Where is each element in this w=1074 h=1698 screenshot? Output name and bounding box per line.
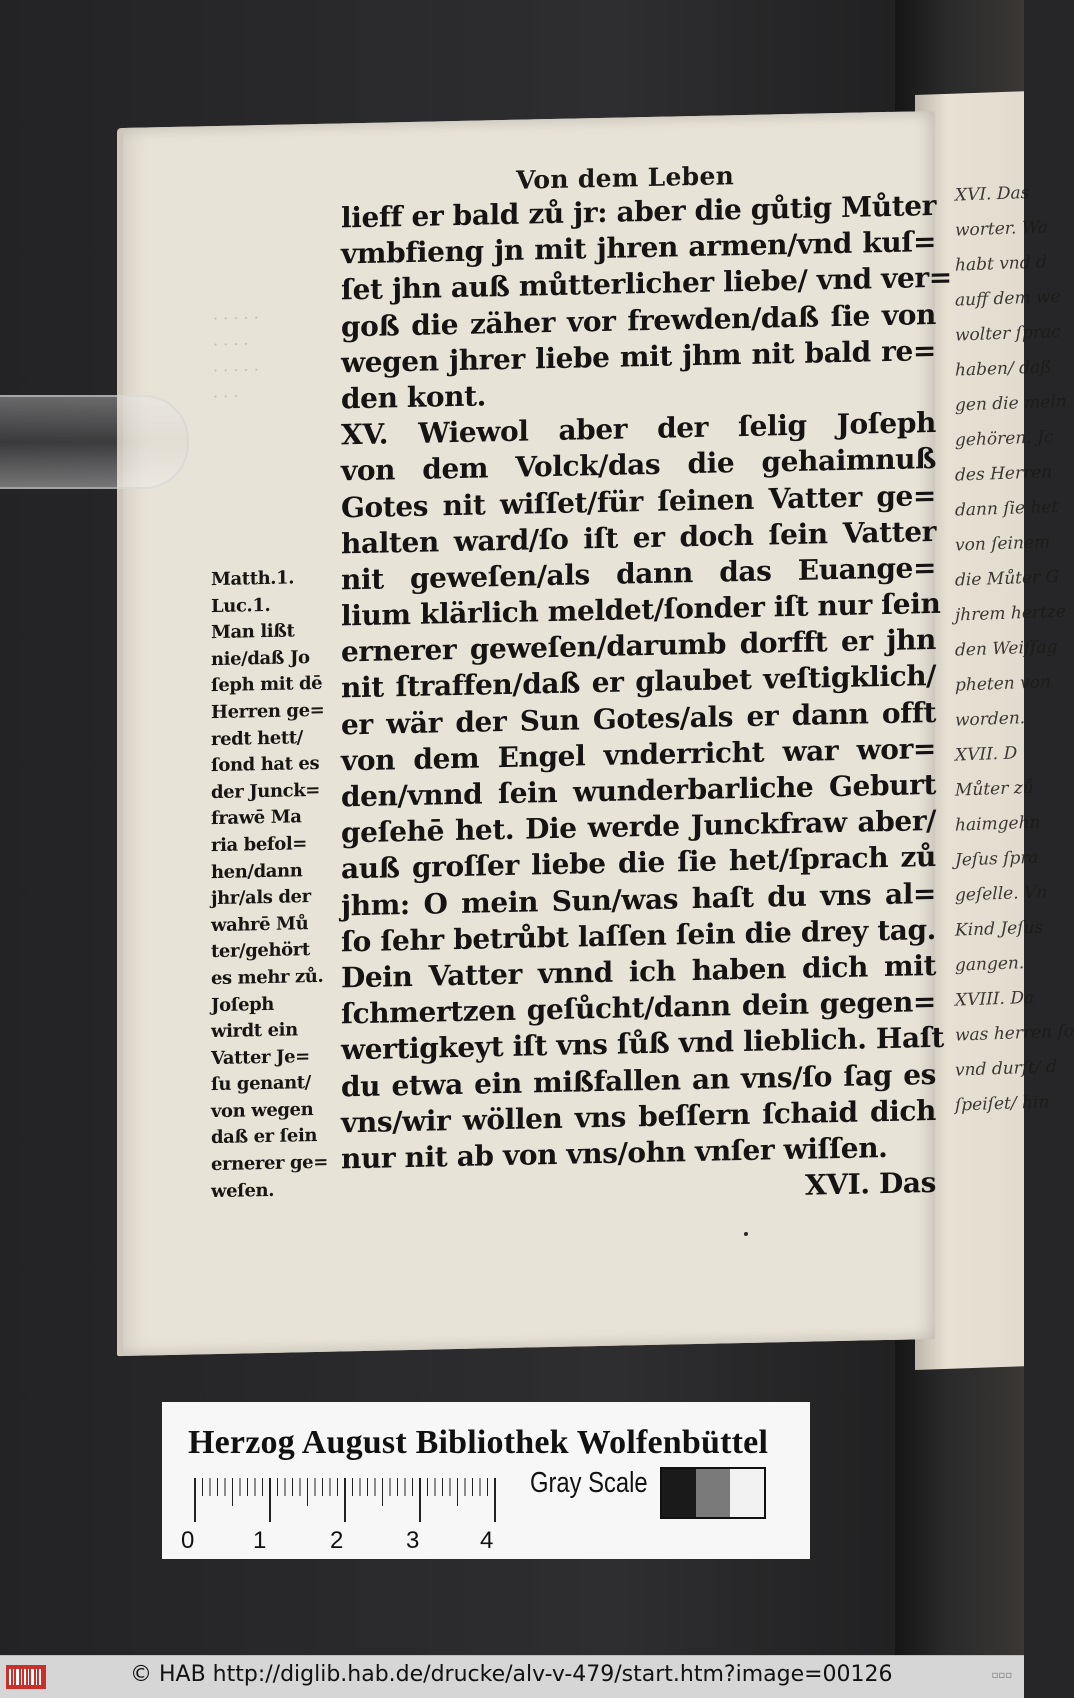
running-head: Von dem Leben	[516, 161, 735, 195]
show-through-text: · · · · · · · · · · · · · · · · ·	[213, 308, 259, 407]
marginal-note-line: ſeph mit dē	[211, 673, 323, 697]
marginal-note-line: Herren ge=	[211, 699, 325, 724]
color-reference-card	[162, 1402, 810, 1559]
text-line: vmbfieng jn mit jhren armen/vnd kuſ=	[341, 225, 936, 271]
facing-text-line: XVIII. Da	[955, 987, 1035, 1011]
card-title: Herzog August Bibliothek Wolfenbüttel	[188, 1424, 769, 1461]
ruler-label-4: 4	[480, 1527, 494, 1554]
text-line: nur nit ab von vns/ohn vnſer wiſſen.	[341, 1130, 888, 1176]
ruler-scale	[190, 1476, 520, 1524]
marginal-note-line: ernerer ge=	[211, 1151, 328, 1176]
text-line: von dem Engel vnderricht war wor=	[341, 731, 936, 778]
text-line: lium klärlich meldet/ſonder iſt nur ſein	[341, 586, 941, 633]
marginal-note-line: Joſeph	[211, 993, 274, 1016]
facing-text-line: XVII. D	[955, 743, 1018, 766]
facing-text-line: von ſeinem	[955, 532, 1051, 556]
gray-patch-light	[730, 1469, 764, 1517]
gray-scale-patches	[660, 1467, 766, 1519]
facing-text-line: was herren ſo	[955, 1021, 1074, 1046]
text-line: geſehē het. Die werde Junckfraw aber/	[341, 804, 936, 850]
text-line: nit geweſen/als dann das Euange=	[341, 550, 936, 597]
text-line: goß die zäher vor frewden/daß ſie von	[341, 297, 936, 343]
ruler-label-3: 3	[406, 1527, 420, 1554]
hab-logo-icon	[6, 1665, 46, 1689]
facing-text-line: Kind Jeſus	[955, 917, 1044, 941]
text-line: halten ward/ſo iſt er doch ſein Vatter	[341, 514, 936, 561]
ruler-label-1: 1	[253, 1527, 267, 1554]
marginal-note-line: jhr/als der	[211, 886, 311, 910]
catchword: XVI. Das	[804, 1166, 936, 1202]
facing-text-line: gehören. Jc	[955, 427, 1054, 451]
facing-text-line: auff dem we	[955, 286, 1061, 311]
marginal-note-line: frawē Ma	[211, 806, 302, 830]
text-line: ſo ſehr betrůbt laſſen ſein die drey tag.	[341, 912, 936, 959]
facing-text-line: ſpeiſet/ hin	[955, 1092, 1050, 1116]
marginal-note-line: Man lißt	[211, 620, 295, 644]
facing-text-line: jhrem hertze	[955, 601, 1066, 626]
facing-text-line: vnd durſt/ d	[955, 1057, 1057, 1081]
text-line: auß groſſer liebe die ſie het/ſprach zů	[341, 840, 936, 886]
marginal-note-line: ſu genant/	[211, 1072, 311, 1096]
text-line: den/vnnd ſein wunderbarliche Geburt	[341, 767, 936, 814]
text-line: ſchmertzen geſůcht/dann dein gegen=	[341, 985, 936, 1031]
facing-text-line: den Weiſſag	[955, 637, 1058, 661]
marginal-note-line: daß er ſein	[211, 1125, 318, 1149]
facing-text-line: gangen.	[955, 953, 1025, 976]
marginal-note-line: der Junck=	[211, 779, 320, 803]
marginal-note-line: Matth.1.	[211, 567, 295, 591]
marginal-note-line: ſond hat es	[211, 753, 320, 777]
marginal-note-line: Vatter Je=	[211, 1045, 310, 1069]
marginal-note-line: von wegen	[211, 1098, 314, 1123]
marginal-note-line: ter/gehört	[211, 939, 310, 963]
text-line: du etwa ein mißfallen an vns/ſo ſag es	[341, 1057, 936, 1103]
ruler-label-0: 0	[181, 1527, 195, 1554]
facing-text-line: XVI. Das	[955, 183, 1030, 206]
text-line: den kont.	[341, 379, 487, 416]
facing-text-line: dann ſie het	[955, 496, 1059, 521]
main-text-block	[341, 188, 952, 1214]
facing-text-line: des Herren	[955, 462, 1053, 486]
page-clip	[0, 395, 189, 489]
marginal-note-line: wirdt ein	[211, 1019, 298, 1043]
marginal-notes	[211, 564, 341, 1205]
facing-text-line: Můter zů	[955, 777, 1034, 801]
text-line: lieff er bald zů jr: aber die gůtig Můter	[341, 188, 936, 235]
book-page	[123, 111, 952, 1356]
facing-text-line: Jeſus ſpra	[955, 847, 1039, 871]
facing-text-line: habt vnd d	[955, 252, 1047, 276]
text-line: er wär der Sun Gotes/als er dann offt	[341, 695, 936, 742]
text-line: Gotes nit wiſſet/für ſeinen Vatter ge=	[341, 478, 936, 524]
page-mark	[744, 1232, 748, 1236]
text-line: jhm: O mein Sun/was haſt du vns al=	[341, 876, 936, 922]
gray-patch-mid	[696, 1469, 730, 1517]
gray-patch-dark	[662, 1469, 696, 1517]
gray-scale-label: Gray Scale	[530, 1467, 648, 1499]
facing-text-line: die Můter G	[955, 566, 1060, 591]
marginal-note-line: redt hett/	[211, 726, 303, 750]
footer-bar	[0, 1655, 1024, 1698]
text-line: nit ſtraffen/daß er glaubet veſtigklich/	[341, 659, 936, 705]
text-line: ſet jhn auß můtterlicher liebe/ vnd ver=	[341, 261, 952, 307]
footer-mark: ▫▫▫	[991, 1670, 1012, 1681]
ruler-label-2: 2	[330, 1527, 344, 1554]
facing-text-line: haben/ daß	[955, 357, 1052, 381]
marginal-note-line: ria befol=	[211, 833, 307, 857]
marginal-note-line: es mehr zů.	[211, 965, 324, 990]
marginal-note-line: hen/dann	[211, 859, 303, 883]
text-line: wegen jhrer liebe mit jhm nit bald re=	[341, 333, 936, 380]
facing-text-line: haimgehn	[955, 812, 1041, 836]
facing-text-line: worter. Wa	[955, 217, 1049, 241]
text-line: ernerer geweſen/darumb dorfft er jhn	[341, 623, 936, 669]
text-line: Dein Vatter vnnd ich haben dich mit	[341, 948, 936, 995]
facing-text-line: pheten von	[955, 672, 1051, 696]
text-line: vns/wir wöllen vns beſſern ſchaid dich	[341, 1093, 936, 1140]
facing-text-line: gen die mein	[955, 391, 1067, 416]
facing-page-text	[955, 176, 1074, 1124]
text-line: wertigkeyt iſt vns ſůß vnd lieblich. Haſt	[341, 1021, 944, 1067]
facing-text-line: worden.	[955, 708, 1026, 731]
marginal-note-line: nie/daß Jo	[211, 646, 310, 670]
facing-text-line: wolter ſprac	[955, 321, 1061, 346]
text-line: von dem Volck/das die gehaimnuß	[341, 442, 936, 488]
text-line: XV. Wiewol aber der ſelig Joſeph	[341, 406, 936, 452]
facing-text-line: geſelle. Vn	[955, 882, 1048, 906]
marginal-note-line: Luc.1.	[211, 594, 271, 617]
footer-url[interactable]: © HAB http://diglib.hab.de/drucke/alv-v-479/start.htm?image=00126	[130, 1662, 893, 1687]
marginal-note-line: weſen.	[211, 1179, 275, 1202]
marginal-note-line: wahrē Mů	[211, 912, 309, 936]
